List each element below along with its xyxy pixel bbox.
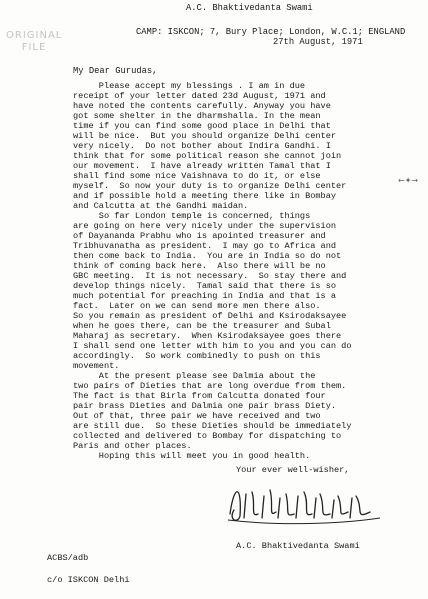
body-line: At the present please see Dalmia about the [73,371,316,381]
body-line: So far London temple is concerned, things [73,211,311,221]
body-line: are still due. So these Dieties should be immediately [73,421,352,431]
body-line: GBC meeting. It is not necessary. So stay there and [73,271,347,281]
body-line: Tribhuvanatha as president. I may go to Africa and [73,241,337,251]
body-line: myself. So now your duty is to organize Delhi center [73,181,347,191]
body-line: two pairs of Dieties that are long overdue from them. [73,381,347,391]
body-line: then come back to India. You are in India so do not [73,251,342,261]
body-line: The fact is that Birla from Calcutta donated four [73,391,326,401]
stamp-line-1: ORIGINAL [6,30,63,41]
margin-arrow-mark: ←✦→ [398,176,419,185]
stamp-line-2: FILE [21,42,47,53]
body-line: fact. Later on we can send more men there also. [73,301,321,311]
body-line: So you remain as president of Delhi and Ksirodaksayee [73,311,347,321]
closing: Your ever well-wisher, [236,465,350,475]
body-line: pair brass Dieties and Dalmia one pair brass Diety. [73,401,337,411]
body-line: have noted the contents carefully. Anyway you have [73,101,331,111]
body-line: and Calcutta at the Gandhi maidan. [73,201,249,211]
signature-name: A.C. Bhaktivedanta Swami [236,541,360,551]
letterhead-sender: A.C. Bhaktivedanta Swami [186,3,313,13]
handwritten-signature [220,474,400,538]
body-line: Hoping this will meet you in good health. [73,451,311,461]
body-line: much potential for preaching in India and that is a [73,291,337,301]
body-line: Out of that, three pair we have received and two [73,411,321,421]
body-line: think of coming back here. Also there will be no [73,261,326,271]
body-line: when he goes there, can be the treasurer and Subal [73,321,331,331]
body-line: Paris and other places. [73,441,192,451]
body-line: Please accept my blessings . I am in due [73,81,306,91]
salutation: My Dear Gurudas, [73,66,158,76]
body-line: collected and delivered to Bombay for dispatching to [73,431,342,441]
body-line: very nicely. Do not bother about Indira Gandhi. I [73,141,331,151]
body-line: will be nice. But you should organize Delhi center [73,131,337,141]
cc-line: c/o ISKCON Delhi [47,575,130,585]
body-line: our movement. I have already written Tamal that I [73,161,331,171]
body-line: time if you can find some good place in Delhi that [73,121,331,131]
reference-initials: ACBS/adb [47,553,89,563]
camp-address: CAMP: ISKCON; 7, Bury Place; London, W.C.1; ENGLAND [136,27,406,37]
body-line: accordingly. So work combinedly to push on this [73,351,321,361]
body-line: I shall send one letter with him to you and you can do [73,341,352,351]
body-line: movement. [73,361,120,371]
body-line: shall find some nice Vaishnava to do it, or else [73,171,321,181]
body-line: develop things nicely. Tamal said that there is so [73,281,337,291]
letter-date: 27th August, 1971 [273,37,363,47]
body-line: are going on here very nicely under the supervision [73,221,337,231]
original-file-stamp [6,30,62,54]
body-line: receipt of your letter dated 23d August, 1971 and [73,91,326,101]
body-line: Maharaj as secretary. When Ksirodaksayee goes there [73,331,342,341]
body-line: think that for some political reason she cannot join [73,151,342,161]
body-line: of Dayananda Prabhu who is apointed treasurer and [73,231,326,241]
body-line: and if possible hold a meeting there like in Bombay [73,191,337,201]
body-line: got some shelter in the dharmshalla. In the mean [73,111,321,121]
letter-body [73,81,351,461]
